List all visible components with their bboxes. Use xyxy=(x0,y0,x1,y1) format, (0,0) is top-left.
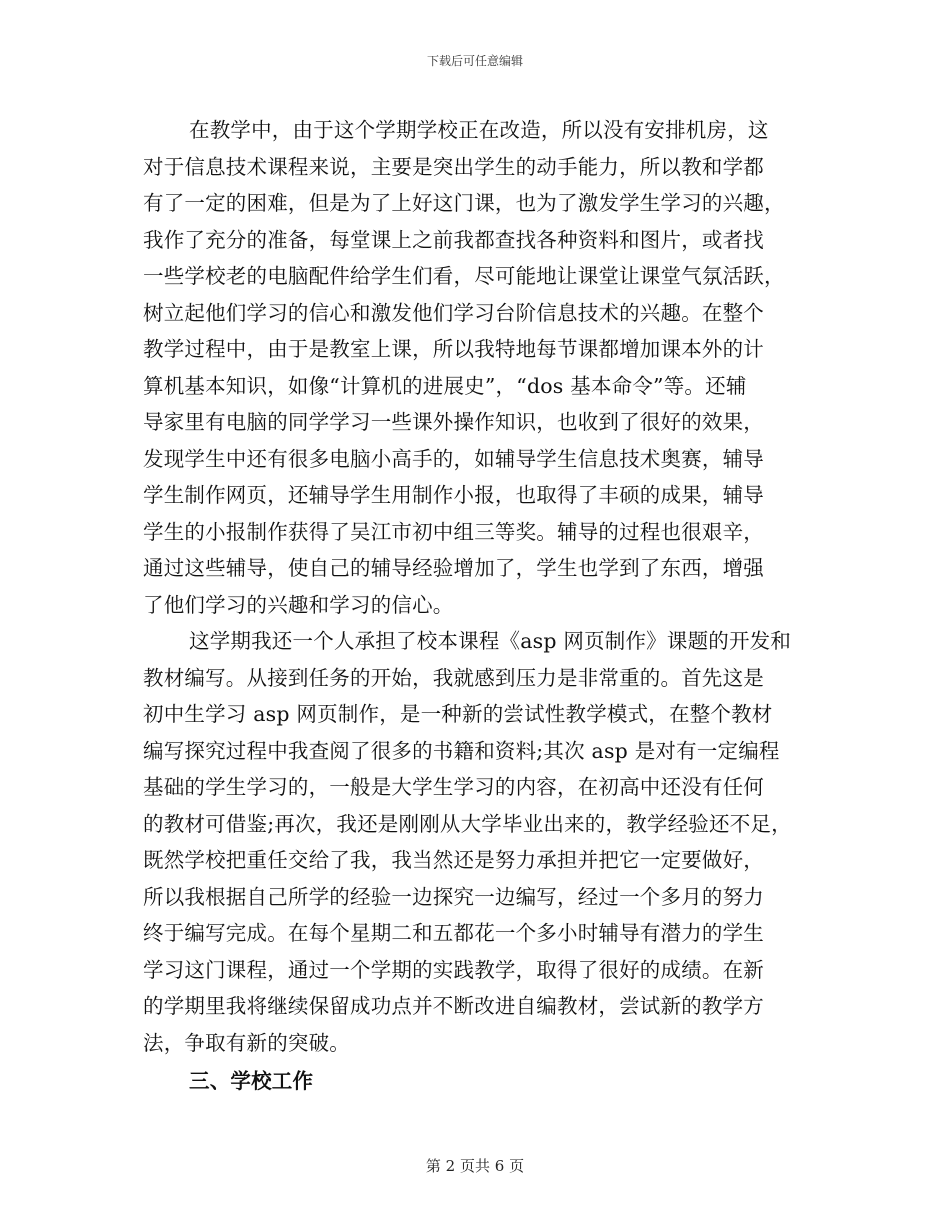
text-line: 初中生学习 asp 网页制作，是一种新的尝试性教学模式，在整个教材 xyxy=(143,702,773,726)
text-line: 了他们学习的兴趣和学习的信心。 xyxy=(143,592,454,617)
document-body xyxy=(143,112,823,1100)
text-line: 树立起他们学习的信心和激发他们学习台阶信息技术的兴趣。在整个 xyxy=(143,300,764,325)
text-line: 通过这些辅导，使自己的辅导经验增加了，学生也学到了东西，增强 xyxy=(143,556,764,580)
text-line: 基础的学生学习的，一般是大学生学习的内容，在初高中还没有任何 xyxy=(143,775,764,799)
text-line: 的学期里我将继续保留成功点并不断改进自编教材，尝试新的教学方 xyxy=(143,994,764,1018)
text-line: 算机基本知识，如像“计算机的进展史”，“dos 基本命令”等。还辅 xyxy=(143,373,747,398)
text-line: 导家里有电脑的同学学习一些课外操作知识，也收到了很好的效果， xyxy=(143,410,764,434)
page-number: 第 2 页共 6 页 xyxy=(425,1157,525,1175)
paragraph-asp-course xyxy=(143,623,823,1061)
text-line: 学生的小报制作获得了吴江市初中组三等奖。辅导的过程也很艰辛， xyxy=(143,519,764,544)
text-line: 既然学校把重任交给了我，我当然还是努力承担并把它一定要做好， xyxy=(143,848,764,872)
text-line: 发现学生中还有很多电脑小高手的，如辅导学生信息技术奥赛，辅导 xyxy=(143,446,764,471)
paragraph-teaching xyxy=(143,112,823,623)
text-line: 学生制作网页，还辅导学生用制作小报，也取得了丰硕的成果，辅导 xyxy=(143,483,764,507)
text-line: 教学过程中，由于是教室上课，所以我特地每节课都增加课本外的计 xyxy=(143,337,764,361)
text-line: 一些学校老的电脑配件给学生们看，尽可能地让课堂让课堂气氛活跃， xyxy=(143,264,785,288)
page-header-note: 下载后可任意编辑 xyxy=(426,54,523,68)
section-heading: 三、学校工作 xyxy=(189,1069,314,1093)
text-line: 教材编写。从接到任务的开始，我就感到压力是非常重的。首先这是 xyxy=(143,665,764,690)
text-line: 编写探究过程中我查阅了很多的书籍和资料;其次 asp 是对有一定编程 xyxy=(143,738,780,763)
text-line: 这学期我还一个人承担了校本课程《asp 网页制作》课题的开发和 xyxy=(189,629,792,653)
text-line: 所以我根据自己所学的经验一边探究一边编写，经过一个多月的努力 xyxy=(143,884,764,909)
text-line: 我作了充分的准备，每堂课上之前我都查找各种资料和图片，或者找 xyxy=(143,227,764,252)
text-line: 在教学中，由于这个学期学校正在改造，所以没有安排机房，这 xyxy=(189,118,769,142)
text-line: 有了一定的困难，但是为了上好这门课，也为了激发学生学习的兴趣， xyxy=(143,191,785,215)
text-line: 学习这门课程，通过一个学期的实践教学，取得了很好的成绩。在新 xyxy=(143,957,764,982)
text-line: 对于信息技术课程来说，主要是突出学生的动手能力，所以教和学都 xyxy=(143,154,764,179)
text-line: 终于编写完成。在每个星期二和五都花一个多小时辅导有潜力的学生 xyxy=(143,921,764,945)
text-line: 法，争取有新的突破。 xyxy=(143,1030,350,1055)
text-line: 的教材可借鉴;再次，我还是刚刚从大学毕业出来的，教学经验还不足， xyxy=(143,811,792,836)
